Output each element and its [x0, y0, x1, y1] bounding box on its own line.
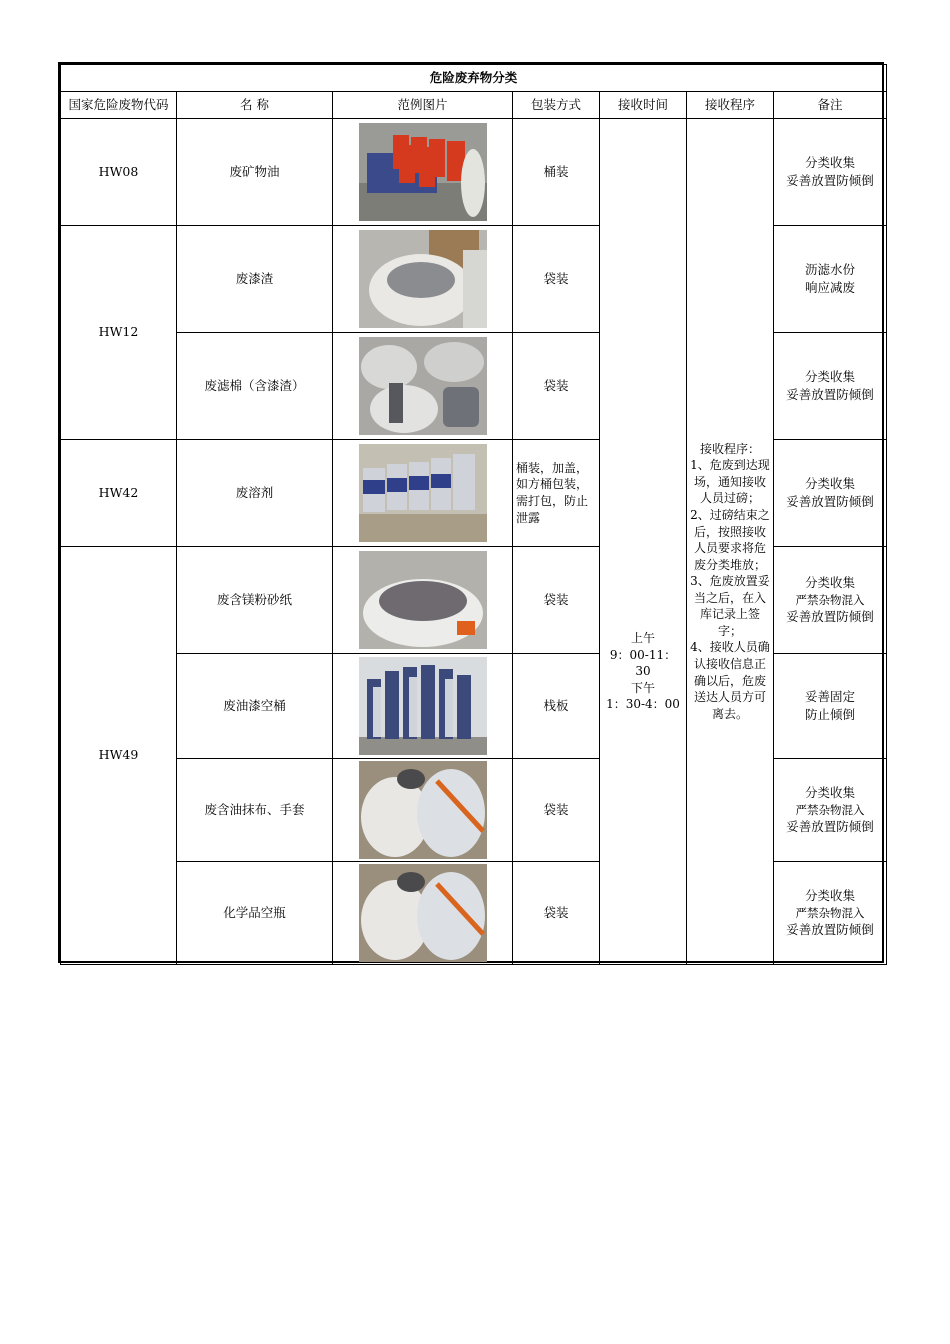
name-cell: 废滤棉（含漆渣）	[177, 333, 333, 440]
header-code: 国家危险废物代码	[61, 92, 177, 119]
name-cell: 化学品空瓶	[177, 862, 333, 965]
remark-line: 妥善放置防倾倒	[786, 609, 874, 625]
code-cell: HW49	[61, 547, 177, 965]
header-procedure: 接收程序	[687, 92, 774, 119]
packing-cell: 袋装	[513, 333, 600, 440]
name-cell: 废含镁粉砂纸	[177, 547, 333, 654]
remark-cell	[774, 547, 887, 654]
name-cell: 废含油抹布、手套	[177, 759, 333, 862]
waste-table	[60, 64, 887, 965]
photo-cell	[333, 759, 513, 862]
oily-rags-bags-photo	[359, 761, 487, 859]
name-cell: 废油漆空桶	[177, 654, 333, 759]
header-time: 接收时间	[600, 92, 687, 119]
remark-line: 分类收集	[805, 475, 856, 491]
remark-cell	[774, 226, 887, 333]
remark-line: 严禁杂物混入	[795, 802, 865, 817]
photo-cell	[333, 547, 513, 654]
header-photo: 范例图片	[333, 92, 513, 119]
packing-cell: 桶装	[513, 119, 600, 226]
receive-time-text: 上午 9：00-11：30 下午 1：30-4：00	[606, 631, 680, 712]
table-title: 危险废弃物分类	[61, 65, 887, 92]
remark-cell	[774, 119, 887, 226]
remark-line: 严禁杂物混入	[795, 592, 865, 607]
packing-cell: 袋装	[513, 862, 600, 965]
code-cell: HW42	[61, 440, 177, 547]
remark-cell	[774, 759, 887, 862]
sandpaper-bag-photo	[359, 551, 487, 649]
empty-paint-buckets-photo	[359, 657, 487, 755]
remark-line: 分类收集	[805, 154, 856, 170]
photo-cell	[333, 440, 513, 547]
packing-cell: 栈板	[513, 654, 600, 759]
remark-cell	[774, 654, 887, 759]
remark-line: 分类收集	[805, 368, 856, 384]
remark-line: 分类收集	[805, 887, 856, 903]
photo-cell	[333, 862, 513, 965]
remark-line: 妥善放置防倾倒	[786, 819, 874, 835]
oil-drums-photo	[359, 123, 487, 221]
remark-cell	[774, 440, 887, 547]
header-remarks: 备注	[774, 92, 887, 119]
photo-cell	[333, 654, 513, 759]
procedure-text: 接收程序： 1、危废到达现场，通知接收人员过磅； 2、过磅结束之后，按照接收人员要求将危废分类堆放； 3、危废放置妥当之后，在入库记录上签字； 4、接收人员确认接收信息正确以后，危废送达人员方可离去。	[690, 441, 770, 721]
code-cell: HW08	[61, 119, 177, 226]
packing-cell: 桶装，加盖，如方桶包装，需打包，防止泄露	[513, 440, 600, 547]
code-cell: HW12	[61, 226, 177, 440]
table-row	[61, 119, 887, 226]
remark-line: 妥善放置防倾倒	[786, 173, 874, 188]
remark-line: 分类收集	[805, 784, 856, 800]
packing-cell: 袋装	[513, 226, 600, 333]
remark-line: 妥善放置防倾倒	[786, 922, 874, 938]
solvent-buckets-photo	[359, 444, 487, 542]
remark-cell	[774, 862, 887, 965]
packing-cell: 袋装	[513, 547, 600, 654]
waste-classification-sheet	[58, 62, 884, 963]
header-packing: 包装方式	[513, 92, 600, 119]
photo-cell	[333, 119, 513, 226]
name-cell: 废溶剂	[177, 440, 333, 547]
remark-line: 妥善放置防倾倒	[786, 387, 874, 402]
remark-line: 妥善放置防倾倒	[786, 494, 874, 509]
procedure-cell	[687, 119, 774, 965]
chemical-bottles-bags-photo	[359, 864, 487, 962]
remark-line: 分类收集	[805, 574, 856, 590]
photo-cell	[333, 226, 513, 333]
packing-cell: 袋装	[513, 759, 600, 862]
name-cell: 废漆渣	[177, 226, 333, 333]
name-cell: 废矿物油	[177, 119, 333, 226]
remark-line: 防止倾倒	[805, 707, 856, 722]
header-name: 名 称	[177, 92, 333, 119]
remark-line: 响应减废	[805, 280, 856, 295]
remark-line: 妥善固定	[805, 688, 856, 704]
filter-cotton-photo	[359, 337, 487, 435]
remark-cell	[774, 333, 887, 440]
remark-line: 沥滤水份	[805, 261, 856, 277]
photo-cell	[333, 333, 513, 440]
paint-residue-bag-photo	[359, 230, 487, 328]
remark-line: 严禁杂物混入	[795, 905, 865, 920]
receive-time-cell	[600, 119, 687, 965]
